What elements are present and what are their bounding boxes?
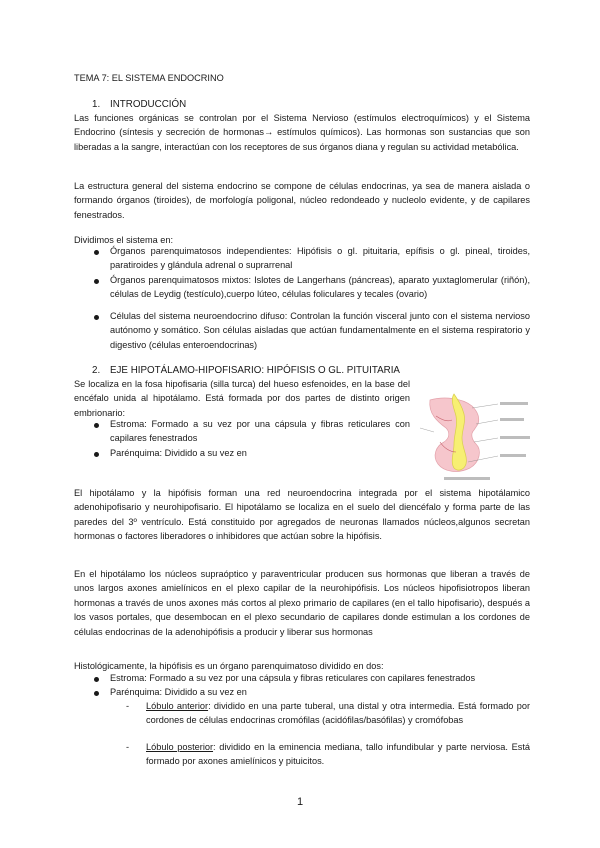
- section-2-paragraph-4: Histológicamente, la hipófisis es un órgano parenquimatoso dividido en dos:: [74, 661, 384, 671]
- sub-bullet-dash: -: [126, 742, 130, 752]
- document-title: TEMA 7: EL SISTEMA ENDOCRINO: [74, 73, 224, 83]
- page-number: 1: [296, 796, 304, 808]
- illegible-caption-mark: [444, 477, 490, 480]
- bullet-dot: [94, 279, 99, 284]
- pituitary-diagram: [414, 386, 536, 484]
- bullet-dot: [94, 452, 99, 457]
- bullet-dot: [94, 423, 99, 428]
- intro-paragraph-2: La estructura general del sistema endocrino se compone de células endocrinas, ya sea de manera aislada o formando órganos (tiroides), de morfología poligonal, núcleo redondeado y nucleolo evidente, y de capilares fenestrados.: [74, 181, 530, 220]
- bullet-dot: [94, 315, 99, 320]
- section-2-paragraph-3: En el hipotálamo los núcleos supraóptico y paraventricular producen sus hormonas que liberan a través de unos largos axones amielínicos en el plexo capilar de la neurohipófisis. Los núcleos hipofisiotropos liberan hormonas a través de unos axones más cortos al plexo primario de capilares (en el tallo hipofisario), después a los vasos portales, que desembocan en el plexo secundario de capilares donde estimulan a los cordones de células endocrinas de la adenohipófisis a producir y liberar sus hormonas: [74, 569, 530, 637]
- intro-paragraph-3: Dividimos el sistema en:: [74, 235, 174, 245]
- bullet-adenohipofisis: Estroma: Formado a su vez por una cápsula y fibras reticulares con capilares fenestrados: [110, 419, 410, 444]
- lobulo-anterior-term: Lóbulo anterior: [146, 701, 209, 711]
- lobulo-anterior-text: : dividido en una parte tuberal, una distal y otra intermedia. Está formado por cordones de células endocrinas cromófilas (acidófilas/basófilas) y cromófobas: [146, 701, 531, 726]
- sub-item-lobulo-posterior: [146, 740, 530, 769]
- sub-bullet-dash: -: [126, 701, 130, 711]
- intro-paragraph-1: Las funciones orgánicas se controlan por el Sistema Nervioso (estímulos electroquímicos) y el Sistema Endocrino (síntesis y secreción de hormonas→ estímulos químicos). Las hormonas son sustancias que son liberadas a la sangre, interactúan con los receptores de sus órganos diana y regulan su actividad metabólica.: [74, 113, 530, 152]
- bullet-parenquima: Parénquima: Dividido a su vez en: [110, 687, 247, 697]
- illegible-label-mark: [500, 454, 526, 457]
- bullet-dot: [94, 691, 99, 696]
- section-2-number: 2.: [92, 365, 101, 376]
- illegible-label-mark: [500, 418, 524, 421]
- section-2-title: EJE HIPOTÁLAMO-HIPOFISARIO: HIPÓFISIS O GL. PITUITARIA: [110, 365, 400, 376]
- lobulo-posterior-term: Lóbulo posterior: [146, 742, 214, 752]
- section-1-title: INTRODUCCIÓN: [110, 99, 187, 110]
- bullet-dot: [94, 677, 99, 682]
- section-1-number: 1.: [92, 99, 101, 110]
- illegible-label-mark: [500, 436, 530, 439]
- sub-item-lobulo-anterior: [146, 699, 530, 728]
- bullet-estroma: Estroma: Formado a su vez por una cápsula y fibras reticulares con capilares fenestrados: [110, 673, 476, 683]
- section-2-paragraph-1: Se localiza en la fosa hipofisaria (silla turca) del hueso esfenoides, en la base del encéfalo unida al hipotálamo. Está formada por dos partes de distinto origen embrionario:: [74, 379, 410, 418]
- bullet-neuroendocrino-difuso: Células del sistema neuroendocrino difuso: Controlan la función visceral junto con el sistema nervioso autónomo y somático. Son células aisladas que actúan fundamentalmente en el sistema respiratorio y digestivo (células enteroendocrinas): [110, 311, 530, 350]
- bullet-dot: [94, 250, 99, 255]
- bullet-organos-mixtos: Órganos parenquimatosos mixtos: Islotes de Langerhans (páncreas), aparato yuxtaglomerular (riñón), células de Leydig (testículo),cuerpo lúteo, células foliculares y tecales (ovario): [110, 275, 530, 300]
- section-2-paragraph-2: El hipotálamo y la hipófisis forman una red neuroendocrina integrada por el sistema hipotálamico adenohipofisario y neurohipofisario. El hipotálamo se localiza en el suelo del diencéfalo y forma parte de las paredes del 3º ventrículo. Está constituido por agregados de neuronas llamados núcleos,algunos secretan hormonas o factores liberadores o inhibidores que actúan sobre la hipófisis.: [74, 488, 530, 542]
- bullet-neurohipofisis: Parénquima: Dividido a su vez en: [110, 448, 247, 458]
- illegible-label-mark: [500, 402, 528, 405]
- lobulo-posterior-text: : dividido en la eminencia mediana, tallo infundibular y parte nerviosa. Está formado por axones amielínicos y pituicitos.: [146, 742, 530, 767]
- bullet-organos-independientes: Órganos parenquimatosos independientes: Hipófisis o gl. pituitaria, epífisis o gl. pineal, tiroides, paratiroides y glándula adrenal o suprarrenal: [110, 246, 530, 271]
